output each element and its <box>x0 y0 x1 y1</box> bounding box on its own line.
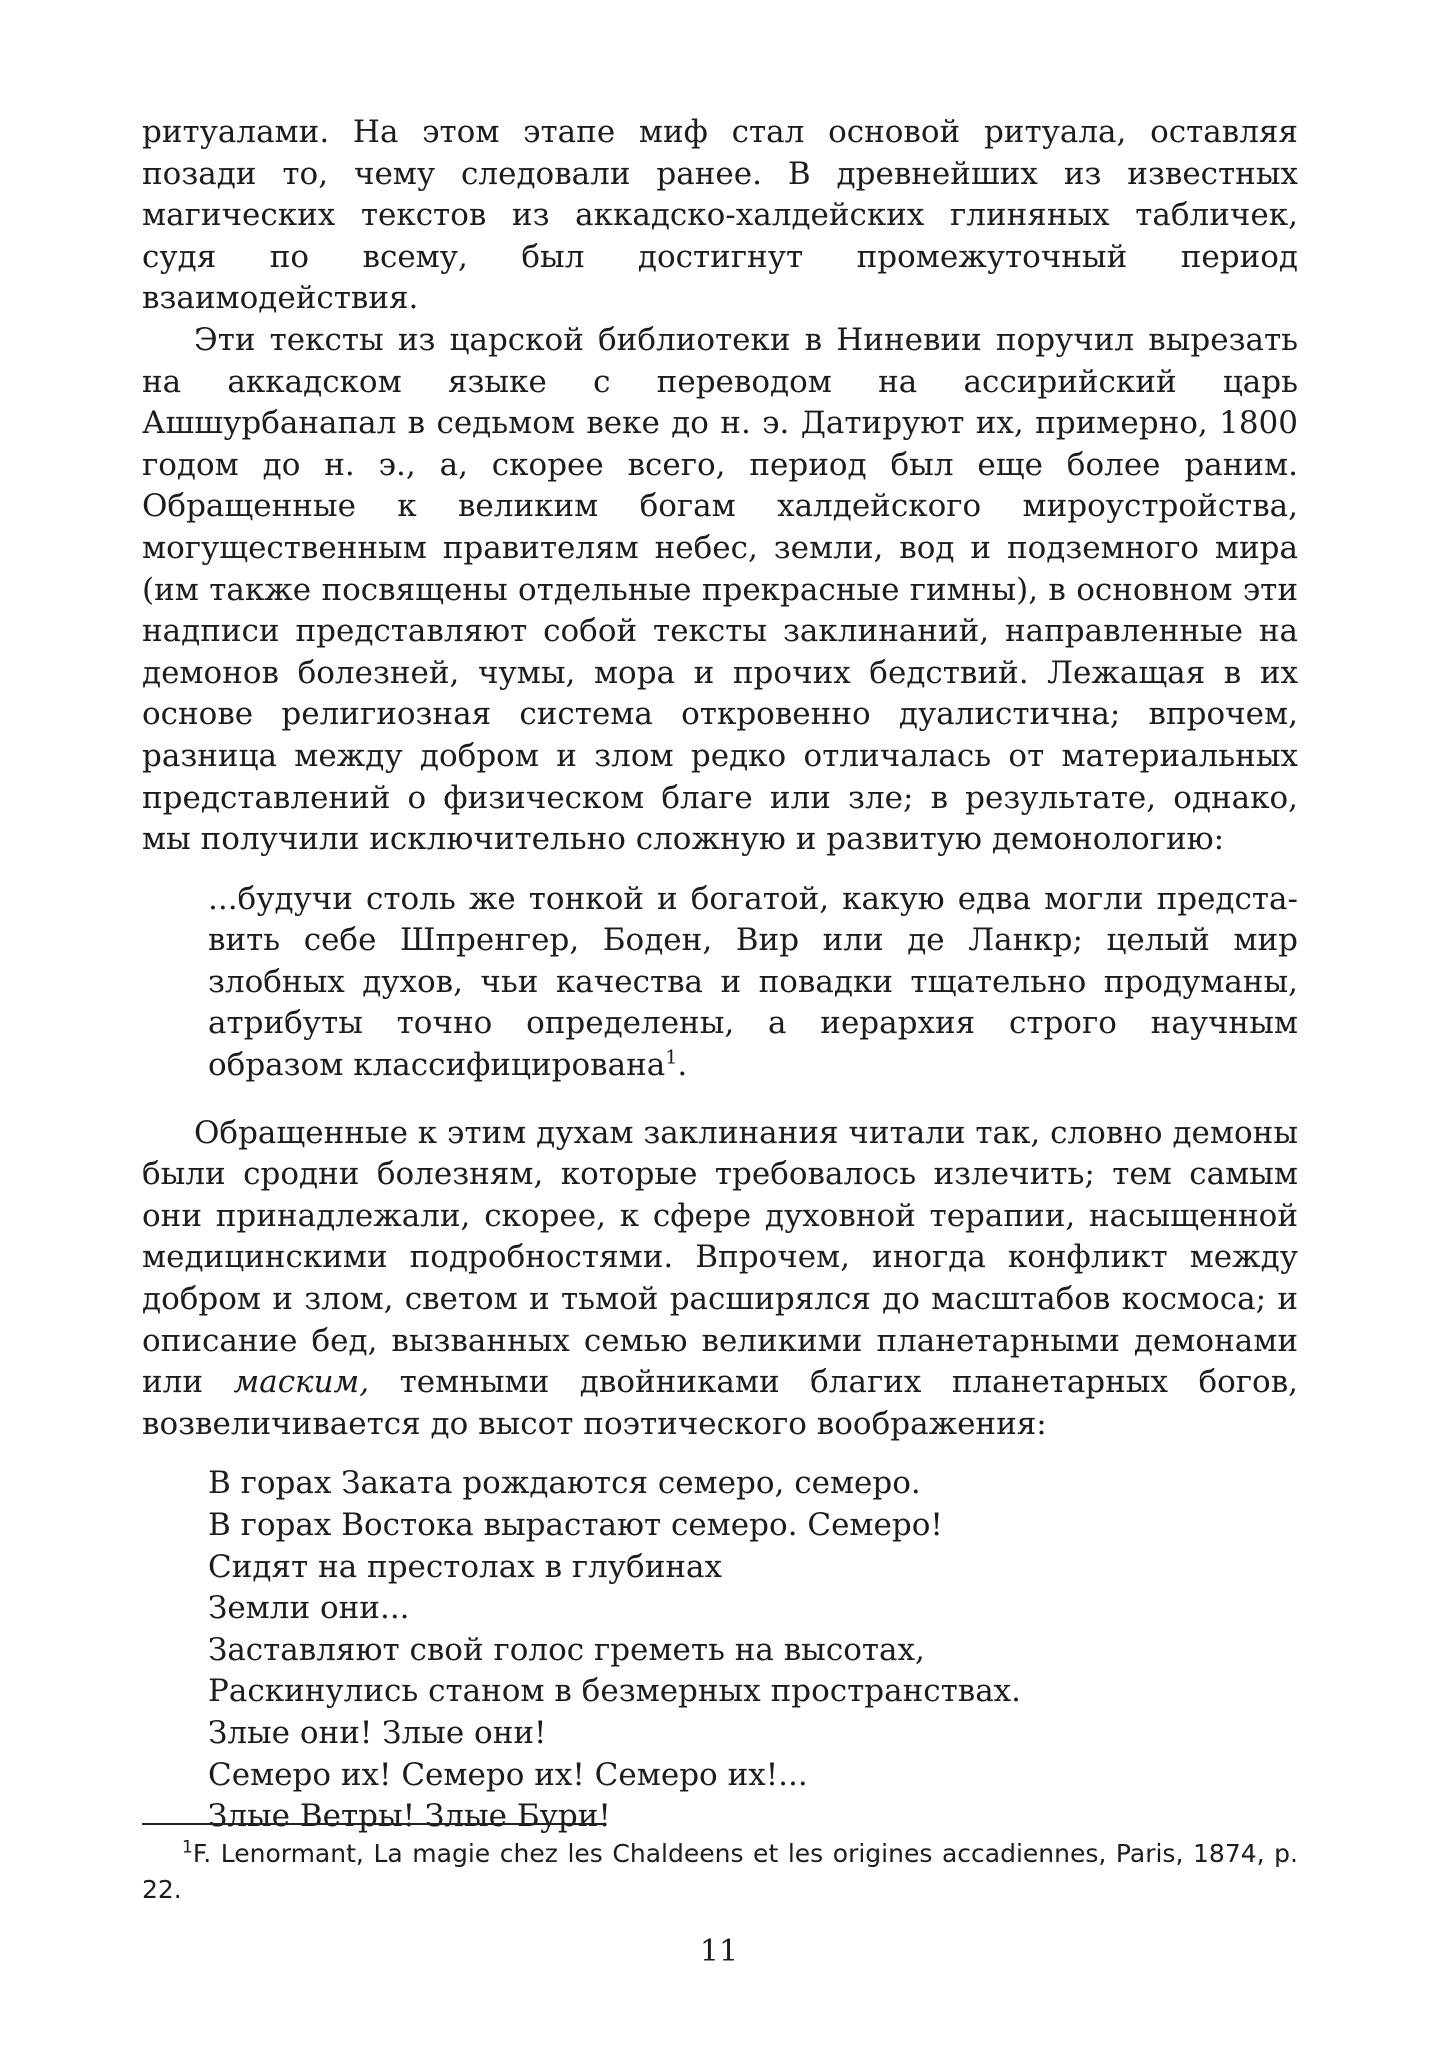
block-quote-end: . <box>677 1047 688 1084</box>
block-quote <box>208 879 1298 1087</box>
paragraph-3-text-b: темными двойниками благих планетарных богов, возвеличивается до высот поэтического воображения: <box>142 1364 1298 1442</box>
paragraph-2: Эти тексты из царской библиотеки в Ниневии поручил вырезать на аккадском языке с переводом на ассирийский царь Ашшурбанапал в седьмом веке до н. э. Датируют их, примерно, 1800 годом до н. э., а, скорее всего, период был еще более раним. Обращенные к великим богам халдейского мироустройства, могущественным правителям небес, земли, вод и подземного мира (им также посвящены отдельные прекрасные гимны), в основном эти надписи представляют собой тексты заклинаний, направленные на демонов болезней, чумы, мора и прочих бедствий. Лежащая в их основе религиозная система откровенно дуалистична; впрочем, разница между добром и злом редко отличалась от материальных представлений о физическом благе или зле; в результате, однако, мы получили исключительно сложную и развитую демонологию: <box>142 321 1298 858</box>
poem-line: В горах Заката рождаются семеро, семеро. <box>208 1465 921 1502</box>
poem-line: Злые они! Злые они! <box>208 1714 547 1751</box>
footnote <box>142 1836 1298 1908</box>
page-number: 11 <box>699 1934 739 1969</box>
block-quote-text: ...будучи столь же тонкой и богатой, какую едва могли представить себе Шпренгер, Боден, Вир или де Ланкр; целый мир злобных духов, чьи качества и повадки тщательно продуманы, атрибуты точно определены, а иерархия строго научным образом классифицирована <box>208 880 1298 1084</box>
poem-line: Раскинулись станом в безмерных пространствах. <box>208 1673 1022 1710</box>
paragraph-1: ритуалами. На этом этапе миф стал основой ритуала, оставляя позади то, чему следовали ранее. В древнейших из известных магических текстов из аккадско-халдейских глиняных табличек, судя по всему, был достигнут промежуточный период взаимодействия. <box>142 114 1298 317</box>
footnote-reference: 1 <box>665 1046 678 1069</box>
paragraph-3 <box>142 1113 1298 1446</box>
poem-line: Злые Ветры! Злые Бури! <box>208 1798 611 1835</box>
page-body <box>142 112 1298 1838</box>
poem-line: Семеро их! Семеро их! Семеро их!... <box>208 1756 808 1793</box>
poem <box>208 1463 1298 1837</box>
footnote-divider <box>142 1823 604 1825</box>
poem-line: Земли они... <box>208 1590 410 1627</box>
poem-line: Сидят на престолах в глубинах <box>208 1548 722 1585</box>
footnote-text: F. Lenormant, La magie chez les Chaldeens et les origines accadiennes, Paris, 1874, p. 22. <box>142 1839 1298 1904</box>
emphasis-maskim: маским, <box>233 1364 370 1401</box>
poem-line: Заставляют свой голос греметь на высотах, <box>208 1631 925 1668</box>
poem-line: В горах Востока вырастают семеро. Семеро! <box>208 1507 943 1543</box>
paragraph-3-text-a: Обращенные к этим духам заклинания читали так, словно демоны были сродни болезням, которые требовалось излечить; тем самым они принадлежали, скорее, к сфере духовной терапии, насыщенной медицинскими подробностями. Впрочем, иногда конфликт между добром и злом, светом и тьмой расширялся до масштабов космоса; и описание бед, вызванных семью великими планетарными демонами или <box>142 1114 1298 1401</box>
footnote-mark: 1 <box>182 1837 193 1858</box>
